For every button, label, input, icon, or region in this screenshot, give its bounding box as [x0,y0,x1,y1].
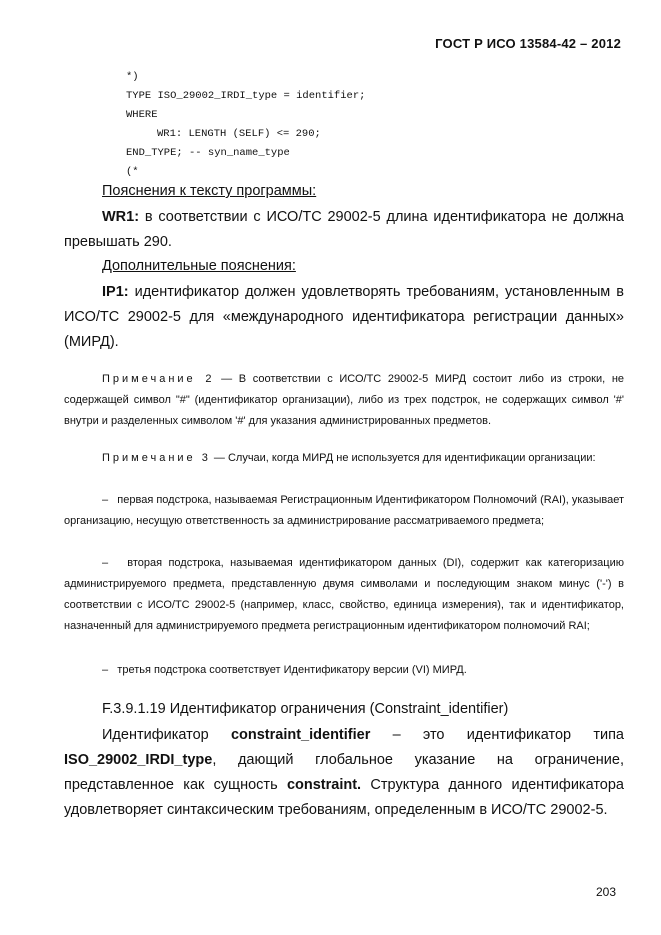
section-text: Идентификатор [102,727,231,743]
note-2 [64,369,624,432]
code-line: WHERE [126,109,158,121]
dash-marker: – [102,557,128,569]
code-line: END_TYPE; -- syn_name_type [126,147,290,159]
page-number: 203 [595,885,616,899]
note-3-label: Примечание 3 [102,452,211,464]
note-3-item-text: первая подстрока, называемая Регистрационным Идентификатором Полномочий (RAI), указывает организацию, несущую ответственность за администрирование рассматриваемого предмета; [64,494,624,527]
note-3-item [64,553,624,637]
entity-name: constraint_identifier [230,727,371,743]
additional-heading: Дополнительные пояснения: [102,258,296,274]
type-name: ISO_29002_IRDI_type [64,752,213,768]
ip1-text: идентификатор должен удовлетворять требованиям, установленным в ИСО/ТС 29002-5 для «международного идентификатора регистрации данных» (МИРД). [64,284,624,350]
note-2-text: — В соответствии с ИСО/ТС 29002-5 МИРД состоит либо из строки, не содержащей символ "#" (идентификатор организации), либо из трех подстрок, не содержащих символ '#' внутри и разделенных символом '#' для указания администрированных предметов. [64,373,625,427]
section-text: Структура данного идентификатора удовлетворяет синтаксическим требованиям, определенным в ИСО/ТС 29002-5. [64,777,624,818]
code-line: WR1: LENGTH (SELF) <= 290; [157,128,321,140]
code-line: TYPE ISO_29002_IRDI_type = identifier; [126,90,366,102]
wr1-label: WR1: [102,209,140,225]
section-paragraph [64,723,624,823]
note-3-item-text: третья подстрока соответствует Идентификатору версии (VI) МИРД. [117,664,467,676]
code-line: (* [126,166,139,178]
note-3-text: — Случаи, когда МИРД не используется для идентификации организации: [210,452,596,464]
explanations-heading: Пояснения к тексту программы: [102,183,317,199]
ip1-label: IP1: [102,284,129,300]
section-text: – это идентификатор типа [370,727,624,743]
ip1-paragraph [64,280,624,355]
note-3-item [64,490,624,532]
document-header: ГОСТ Р ИСО 13584-42 – 2012 [435,36,621,51]
section-heading: F.3.9.1.19 Идентификатор ограничения (Constraint_identifier) [102,701,509,717]
wr1-text: в соответствии с ИСО/ТС 29002-5 длина идентификатора не должна превышать 290. [64,209,624,250]
note-3-item [64,660,624,681]
note-3-item-text: вторая подстрока, называемая идентификатором данных (DI), содержит как категоризацию администрируемого предмета, представленную двумя символами и последующим знаком минус ('-') в соответствии с ИСО/ТС 29002-5 (например, класс, свойство, единица измерения), так и идентификатор, назначенный для администрируемого предмета регистрационным идентификатором полномочий RAI; [64,557,624,632]
note-3 [64,448,624,469]
entity-name: constraint. [286,777,362,793]
dash-marker: – [102,494,118,506]
dash-marker: – [102,664,118,676]
code-line: *) [126,71,139,83]
note-2-label: Примечание 2 [102,373,215,385]
section-text: , дающий глобальное указание на ограничение, представленное как сущность [64,752,624,793]
wr1-paragraph [64,205,624,255]
